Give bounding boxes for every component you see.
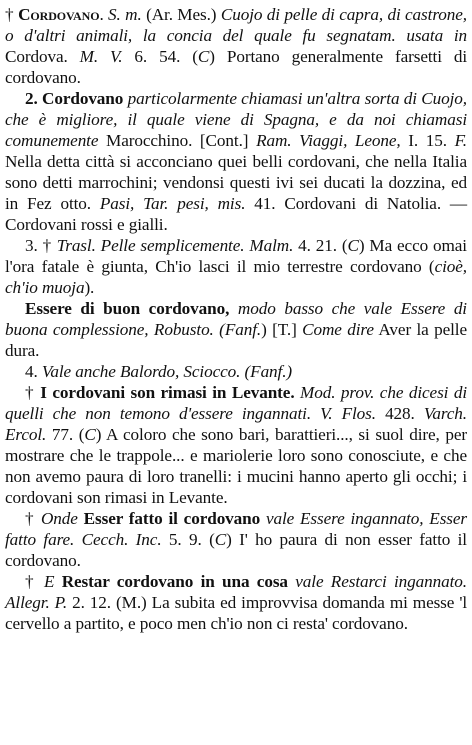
grammar-label: S. m. [108,5,142,24]
headword: Cordovano [18,5,100,24]
citation-source: Varch. Ercol. [5,404,467,444]
sense-2: 2. Cordovano particolarmente chiamasi un'altra sorta di Cuojo, che è migliore, il quale viene di Spagna, e da noi chiamasi comunemente Marocchino. [Cont.] Ram. Viaggi, Leone, I. 15. F. Nella detta città si acconciano quei belli cordovani, che nella Italia sono detti marrochini; vendonsi questi ivi sei ducati la dozzina, ed in Fez otto. Pasi, Tar. pesi, mis. 41. Cordovani di Natolia. — Cordovani rossi e gialli. [5,89,468,234]
sense-headword: Cordovano [42,89,124,108]
definition: Trasl. Pelle semplicemente. Malm. [56,236,294,255]
definition: vale Restarci ingannato. Allegr. P. [5,572,467,612]
definition: Mod. prov. che dicesi di quelli che non temono d'essere ingannati. V. Flos. [5,383,467,423]
sense-4 [5,361,467,382]
sense-number: 3. † [25,236,57,255]
sense-number: 2. [25,89,43,108]
phrase-essere-di-buon-cordovano: Essere di buon cordovano, modo basso che vale Essere di buona complessione, Robusto. (Fanf.) [T.] Come dire Aver la pelle dura. [5,299,468,360]
phrase-headword: Restar cordovano in una cosa [54,572,288,591]
dagger-mark: † [25,383,41,402]
definition: vale Essere ingannato, Esser fatto fare. Cecch. Inc. [5,509,467,549]
example-text: ) I' ho paura di non esser fatto il cordovano. [5,530,467,570]
phrase-headword: I cordovani son rimasi in Levante. [40,383,295,402]
citation-source: Ram. Viaggi, Leone, [256,131,401,150]
example-text: 41. Cordovani di Natolia. — Cordovani rossi e gialli. [5,194,467,234]
citation-source: M. V. [79,47,123,66]
sense-number: 4. [25,362,42,381]
example-text: ) Ma ecco omai l'ora fatale è giunta, Ch'io lasci il mio terrestre cordovano ( [5,236,467,276]
definition: Cuojo di pelle di capra, di castrone, o d'altri animali, la concia del quale fu segnatam. usata in [5,5,467,45]
definition: Vale anche Balordo, Sciocco. (Fanf.) [41,362,293,381]
phrase-esser-fatto: † Onde Esser fatto il cordovano vale Essere ingannato, Esser fatto fare. Cecch. Inc. 5. 9. (C) I' ho paura di non esser fatto il cordovano. [5,509,467,570]
example-text: Nella detta città si acconciano quei belli cordovani, che nella Italia sono detti marrochini; vendonsi questi ivi sei ducati la dozzina, ed in Fez otto. [5,152,467,213]
example-text: ) Portano generalmente farsetti di cordovano. [5,47,468,87]
dagger-mark: † [25,572,44,591]
phrase-headword: Esser fatto il cordovano [77,509,261,528]
dagger-mark: † [25,509,41,528]
dagger-mark: † [5,5,19,24]
etymology: (Ar. Mes.) [141,5,221,24]
sense-3: 3. † Trasl. Pelle semplicemente. Malm. 4. 21. (C) Ma ecco omai l'ora fatale è giunta, Ch'io lasci il mio terrestre cordovano (cioè, ch'io muoja). [5,236,467,297]
citation-source: Pasi, Tar. pesi, mis. [99,194,246,213]
phrase-headword: Essere di buon cordovano, [25,299,230,318]
definition: particolarmente chiamasi un'altra sorta di Cuojo, che è migliore, il quale viene di Spagna, e da noi chiamasi comunemente [5,89,468,150]
example-text: ) La subita ed improvvisa domanda mi messe 'l cervello a partito, e poco men ch'io non ci resta' cordovano. [5,593,467,633]
definition: modo basso che vale Essere di buona complessione, [5,299,467,339]
entry-cordovano: † Cordovano. S. m. (Ar. Mes.) Cuojo di pelle di capra, di castrone, o d'altri animali, la concia del quale fu segnatam. usata in Cordova. M. V. 6. 54. (C) Portano generalmente farsetti di cordovano. [5,5,468,87]
phrase-restar-cordovano: † E Restar cordovano in una cosa vale Restarci ingannato. Allegr. P. 2. 12. (M.) La subita ed improvvisa domanda mi messe 'l cervello a partito, e poco men ch'io non ci resta' cordovano. [5,572,467,633]
example-text: ) A coloro che sono bari, barattieri..., si suol dire, per mostrare che le trappole... e mariolerie loro sono conosciute, e che non avemo paura di loro tranelli: i mucini hanno aperto gli occhi; i cordovani son rimasi in Levante. [5,425,468,507]
phrase-cordovani-levante: † I cordovani son rimasi in Levante. Mod. prov. che dicesi di quelli che non temono d'essere ingannati. V. Flos. 428. Varch. Ercol. 77. (C) A coloro che sono bari, barattieri..., si suol dire, per mostrare che le trappole... e mariolerie loro sono conosciute, e che non avemo paura di loro tranelli: i mucini hanno aperto gli occhi; i cordovani son rimasi in Levante. [5,383,468,507]
